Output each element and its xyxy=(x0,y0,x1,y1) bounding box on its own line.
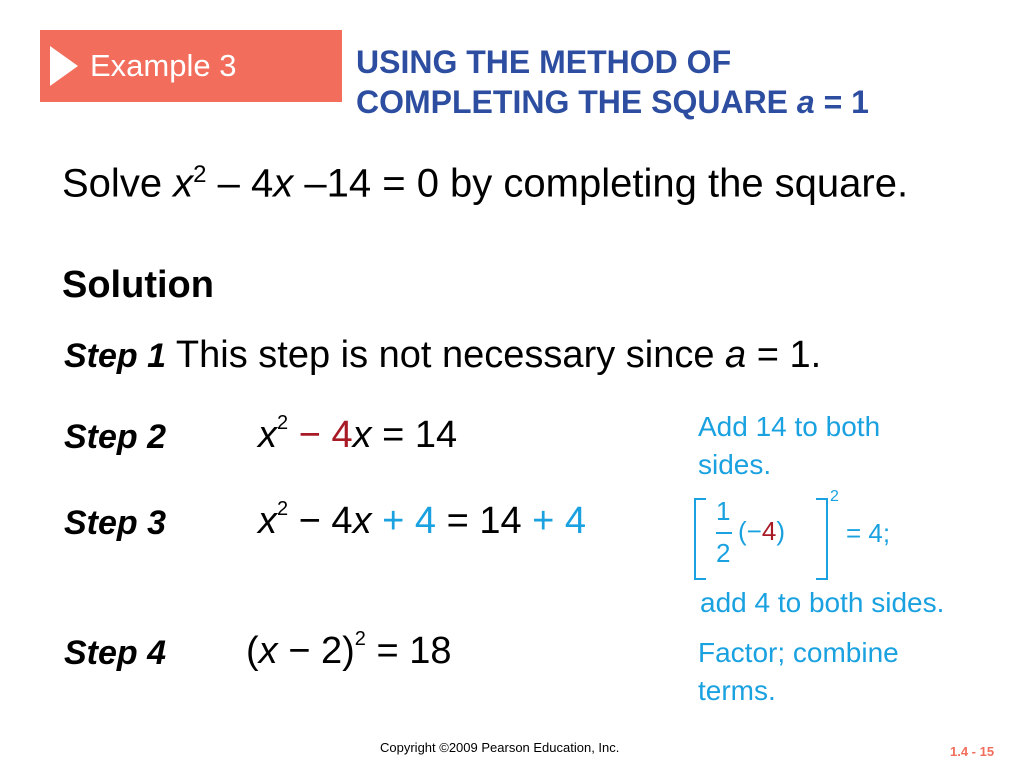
step2-equation: $x^2 - 4x = 14$ xyxy=(258,412,458,456)
paren-term: (−4) xyxy=(738,516,785,546)
step2-label: Step 2 xyxy=(64,418,167,456)
fraction-denominator: 2 xyxy=(716,538,731,568)
example-badge xyxy=(40,30,342,102)
copyright-text: Copyright ©2009 Pearson Education, Inc. xyxy=(380,740,620,755)
page-number: 1.4 - 15 xyxy=(950,744,995,759)
step2-note: Add 14 to both sides. xyxy=(698,411,881,480)
triangle-right-icon xyxy=(50,46,78,86)
solution-heading: Solution xyxy=(62,264,214,306)
bracket-exponent: 2 xyxy=(830,488,839,505)
bracket-result: = 4; xyxy=(846,518,891,548)
step3-note: add 4 to both sides. xyxy=(700,587,945,618)
step1-row: Step 1 This step is not necessary since a = 1. xyxy=(64,334,822,376)
slide-title xyxy=(356,42,1016,122)
right-bracket xyxy=(816,498,828,580)
step3-label: Step 3 xyxy=(64,504,167,542)
step3-equation: $x^2 - 4x + 4 = 14 + 4$ xyxy=(258,498,587,542)
example-label: Example 3 xyxy=(90,48,237,83)
step4-note: Factor; combine terms. xyxy=(698,637,899,706)
title-line2: COMPLETING THE SQUARE a = 1 xyxy=(356,84,869,120)
left-bracket xyxy=(694,498,706,580)
step4-label: Step 4 xyxy=(64,634,167,672)
problem-statement: Solve $x^2 - 4x$ –14 = 0 by completing the square. xyxy=(62,161,909,206)
fraction-numerator: 1 xyxy=(716,496,731,526)
step4-equation: $(x - 2)^2 = 18$ xyxy=(246,628,452,672)
title-line1: USING THE METHOD OF xyxy=(356,44,732,80)
completing-square-calc xyxy=(694,490,924,582)
fraction-bar xyxy=(716,532,732,534)
step1-label: Step 1 xyxy=(64,337,167,375)
